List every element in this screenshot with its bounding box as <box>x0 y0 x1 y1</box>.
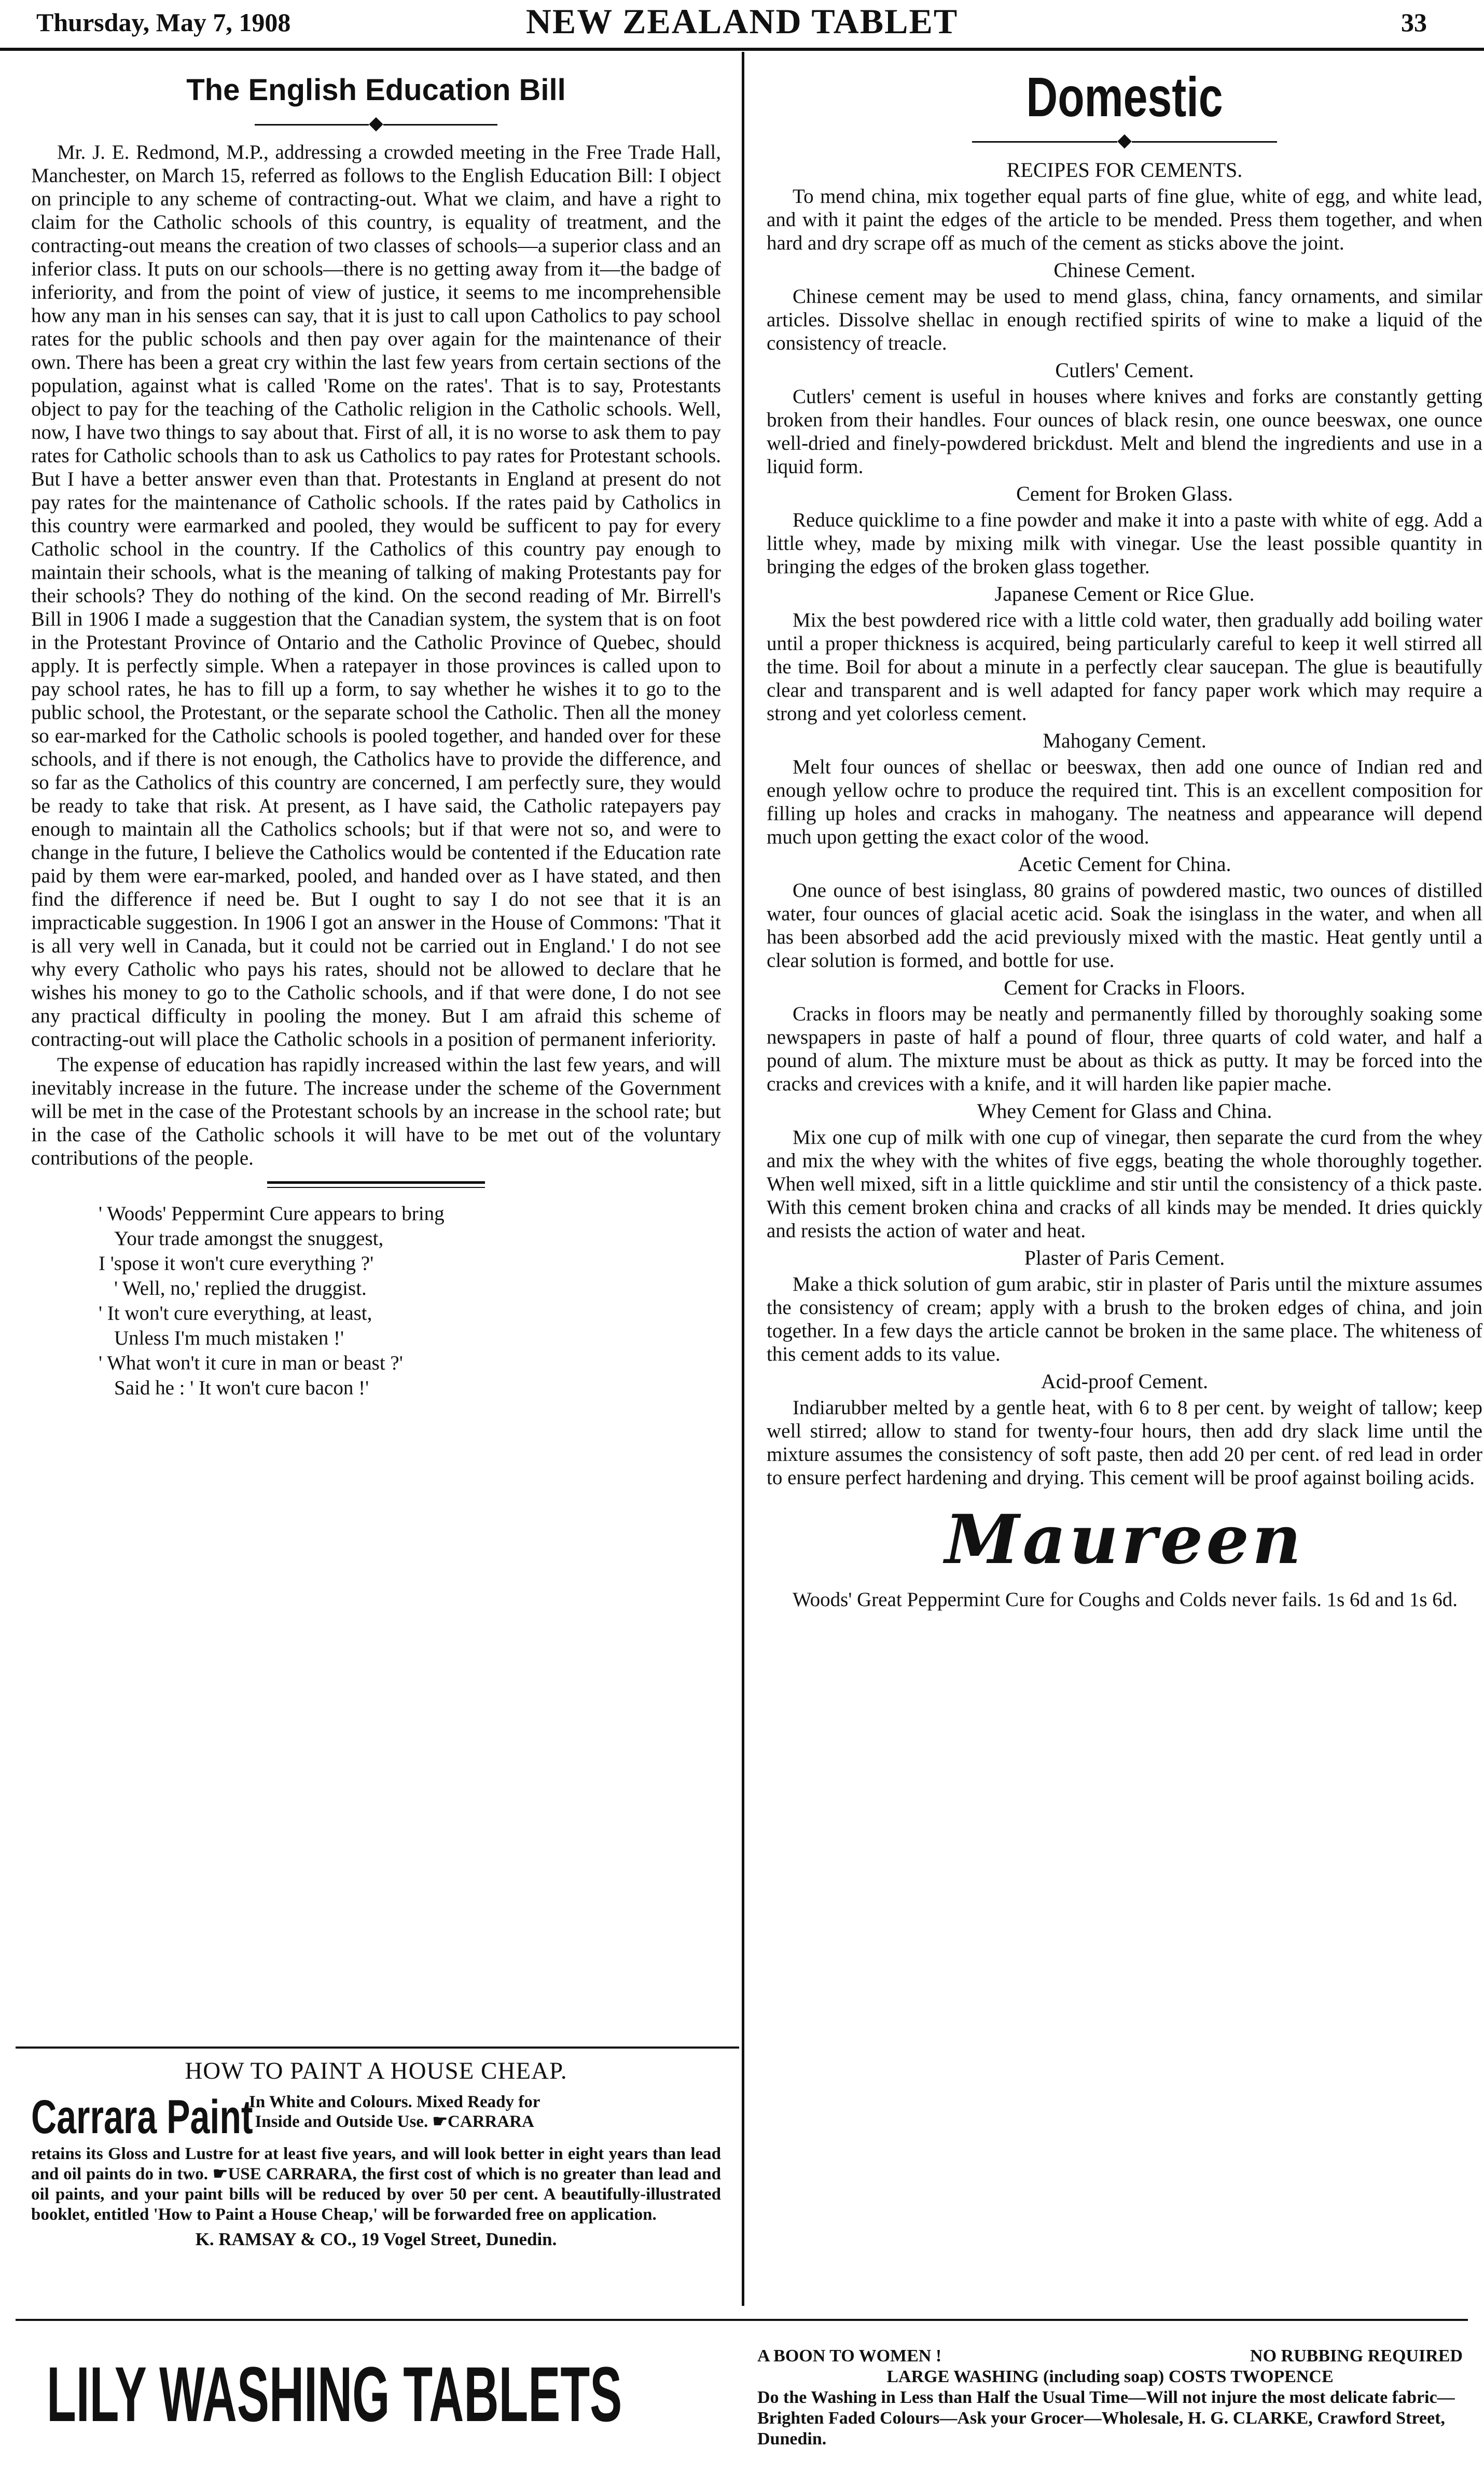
paint-brand: Carrara Paint <box>31 2091 253 2144</box>
poem-line: Your trade amongst the snuggest, <box>114 1227 384 1250</box>
woods-poem <box>99 1201 721 1401</box>
recipe-text: Mix one cup of milk with one cup of vinegar, then separate the curd from the whey and mix the whey with the whites of five eggs, beating the whole thoroughly together. When well mixed, sift in a little quicklime and stir until the consistency of a thick paste. With this cement broken china and cracks of all kinds may be mended. It dries quickly and resists the action of water and heat. <box>767 1126 1482 1242</box>
recipes-heading: RECIPES FOR CEMENTS. <box>1006 158 1243 182</box>
paint-ad-footer: K. RAMSAY & CO., 19 Vogel Street, Dunedin. <box>195 2229 557 2249</box>
recipe-name: Acetic Cement for China. <box>1018 852 1231 876</box>
recipe-name: Mahogany Cement. <box>1043 729 1206 752</box>
recipe-text: Reduce quicklime to a fine powder and make it into a paste with white of egg. Add a little whey, made by mixing milk with vinegar. Use the least possible quantity in bringing the edges of the broken glass together. <box>767 509 1482 578</box>
recipe-text: Mix the best powdered rice with a little cold water, then gradually add boiling water until a proper thickness is acquired, being particularly careful to keep it well stirred all the time. Boil for about a minute in a perfectly clear saucepan. The glue is beautifully clear and transparent and is well adapted for fancy paper work which may require a strong and yet colorless cement. <box>767 609 1482 725</box>
paint-ad-heading: HOW TO PAINT A HOUSE CHEAP. <box>185 2057 567 2084</box>
section-divider <box>267 1181 485 1188</box>
woods-cure-note: Woods' Great Peppermint Cure for Coughs and Colds never fails. 1s 6d and 1s 6d. <box>793 1588 1458 1611</box>
recipes-body <box>767 185 1482 1489</box>
education-article-body <box>31 141 721 1170</box>
boon-label: A BOON TO WOMEN ! <box>757 2346 942 2366</box>
recipe-text: Make a thick solution of gum arabic, stir in plaster of Paris until the mixture assumes the consistency of cream; apply with a brush to the broken edges of china, and join together. In a few days the article cannot be broken in the same place. The whiteness of this cement adds to its value. <box>767 1273 1482 1365</box>
washing-cost-line: LARGE WASHING (including soap) COSTS TWOPENCE <box>886 2367 1334 2386</box>
recipe-name: Acid-proof Cement. <box>1041 1370 1209 1393</box>
right-column <box>767 62 1482 1612</box>
poem-line: I 'spose it won't cure everything ?' <box>99 1252 374 1275</box>
washing-ad-details <box>757 2346 1463 2450</box>
poem-line: Unless I'm much mistaken !' <box>114 1327 344 1349</box>
domestic-title: Domestic <box>1026 65 1223 128</box>
recipe-name: Japanese Cement or Rice Glue. <box>994 582 1255 605</box>
bottom-band-rule <box>16 2319 1468 2321</box>
recipe-name: Plaster of Paris Cement. <box>1024 1246 1225 1269</box>
lily-washing-tablets-ad: LILY WASHING TABLETS <box>47 2350 622 2438</box>
poem-line: ' It won't cure everything, at least, <box>99 1302 372 1324</box>
recipe-intro: To mend china, mix together equal parts of fine glue, white of egg, and white lead, and with it paint the edges of the article to be mended. Press them together, and when hard and dry scrape off as much of the cement as sticks above the joint. <box>767 185 1482 254</box>
recipe-name: Cement for Broken Glass. <box>1016 482 1233 505</box>
bottom-advertisement-band <box>0 2334 1484 2475</box>
left-column <box>31 62 721 1401</box>
recipe-text: Indiarubber melted by a gentle heat, with 6 to 8 per cent. by weight of tallow; keep well stirred; allow to stand for twenty-four hours, then add dry slack lime until the mixture assumes the consistency of soft paste, then add 20 per cent. of red lead in order to ensure perfect hardening and drying. This cement will be proof against boiling acids. <box>767 1396 1482 1489</box>
recipe-text: One ounce of best isinglass, 80 grains of powdered mastic, two ounces of distilled water, four ounces of glacial acetic acid. Soak the isinglass in the water, and when all has been absorbed add the acid previously mixed with the mastic. Heat gently until a clear solution is formed, and bottle for use. <box>767 879 1482 972</box>
poem-line: ' What won't it cure in man or beast ?' <box>99 1352 403 1374</box>
recipe-name: Chinese Cement. <box>1053 258 1196 282</box>
article-paragraph: Mr. J. E. Redmond, M.P., addressing a crowded meeting in the Free Trade Hall, Manchester, on March 15, referred as follows to the English Education Bill: I object on principle to any scheme of contracting-out. What we claim, and have a right to claim for the Catholic schools of this country, is equality of treatment, and the contracting-out means the creation of two classes of schools—a superior class and an inferior class. It puts on our schools—there is no getting away from it—the badge of inferiority, and from the point of view of justice, it seems to me incomprehensible how any man in his senses can say, that it is just to call upon Catholics to pay school rates for the public schools and then pay over again for the maintenance of their own. There has been a great cry within the last few years from certain sections of the population, against what is called 'Rome on the rates'. That is to say, Protestants object to pay for the teaching of the Catholic religion in the Catholic schools. Well, now, I have two things to say about that. First of all, it is no worse to ask them to pay rates for Catholic schools than to ask us Catholics to pay rates for Protestant schools. But I have a better answer even than that. Protestants in England at present do not pay rates for the maintenance of Catholic schools. If the rates paid by Catholics in this country were earmarked and pooled, they would be sufficent to pay for every Catholic school in the country. If the Catholics of this country pay enough to maintain their schools, what is the meaning of talking of making Protestants pay for their schools? They do nothing of the kind. On the second reading of Mr. Birrell's Bill in 1906 I made a suggestion that the Canadian system, the system that is on foot in the Protestant Province of Ontario and the Catholic Province of Quebec, should apply. It is perfectly simple. When a ratepayer in those provinces is called upon to pay school rates, he has to fill up a form, to say whether he wishes it to go to the public school, the Protestant, or the separate school the Catholic. Then all the money so ear-marked for the Catholic schools is pooled together, and handed over for these schools, and if there is not enough, the Catholics have to provide the difference, and so far as the Catholics of this country are concerned, I am perfectly sure, they would be ready to take that risk. At present, as I have said, the Catholic ratepayers pay enough to maintain all the Catholics schools; but if that were not so, and were to change in the future, I believe the Catholics would be contented if the Education rate paid by them were ear-marked, pooled, and handed over as I have stated, and then find the difference if need be. But I ought to say I do not see that it is an impracticable suggestion. In 1906 I got an answer in the House of Commons: 'That it is all very well in Canada, but it could not be carried out in England.' I do not see why every Catholic who pays his rates, should not be allowed to declare that he wishes his money to go to the Catholic schools, and if that were done, I do not see any practical difficulty in pooling the money. But I am afraid this scheme of contracting-out will place the Catholic schools in a position of permanent inferiority. <box>31 141 721 1050</box>
paint-ad-body: retains its Gloss and Lustre for at least five years, and will look better in eight years than lead and oil paints do in two. ☛USE CARRARA, the first cost of which is no greater than lead and oil paints, and your paint bills will be reduced by over 50 per cent. A beautifully-illustrated booklet, entitled 'How to Paint a House Cheap,' will be forwarded free on application. <box>31 2145 721 2224</box>
newspaper-title: NEW ZEALAND TABLET <box>525 2 959 41</box>
column-divider <box>742 52 744 2306</box>
paint-tagline-1: In White and Colours. Mixed Ready for <box>249 2093 540 2111</box>
education-article-title: The English Education Bill <box>186 73 566 107</box>
no-rubbing-label: NO RUBBING REQUIRED <box>1250 2346 1463 2366</box>
poem-line: ' Well, no,' replied the druggist. <box>114 1277 367 1299</box>
poem-line: Said he : ' It won't cure bacon !' <box>114 1377 369 1399</box>
recipe-text: Chinese cement may be used to mend glass, china, fancy ornaments, and similar articles. Dissolve shellac in enough rectified spirits of wine to make a liquid of the consistency of treacle. <box>767 285 1482 354</box>
title-ornament: ◆ <box>31 113 721 133</box>
carrara-paint-advertisement <box>31 2057 721 2250</box>
recipe-text: Cracks in floors may be neatly and permanently filled by thoroughly soaking some newspapers in paste of half a pound of flour, three quarts of cold water, and half a pound of alum. The mixture must be about as thick as putty. It may be forced into the cracks and crevices with a knife, and it will harden like papier mache. <box>767 1003 1482 1095</box>
article-paragraph: The expense of education has rapidly increased within the last few years, and will inevitably increase in the future. The increase under the scheme of the Government will be met in the case of the Protestant schools by an increase in the school rate; but in the case of the Catholic schools it will have to be met out of the voluntary contributions of the people. <box>31 1054 721 1169</box>
paint-ad-top-rule <box>16 2047 739 2049</box>
recipe-text: Cutlers' cement is useful in houses where knives and forks are constantly getting broken from their handles. Four ounces of black resin, one ounce beeswax, one ounce well-dried and finely-powdered brickdust. Melt and blend the ingredients and use in a liquid form. <box>767 385 1482 478</box>
masthead <box>0 0 1484 51</box>
recipe-name: Cement for Cracks in Floors. <box>1004 976 1245 999</box>
page-number: 33 <box>1401 8 1427 37</box>
paint-tagline-2: Inside and Outside Use. ☛CARRARA <box>255 2112 534 2131</box>
paint-ad-brand-row <box>31 2092 721 2142</box>
domestic-ornament: ◆ <box>767 130 1482 150</box>
recipe-name: Cutlers' Cement. <box>1055 358 1194 382</box>
author-signature: Maureen <box>945 1500 1305 1579</box>
washing-ad-header <box>757 2346 1463 2367</box>
issue-date: Thursday, May 7, 1908 <box>36 8 291 37</box>
paint-ad-tagline <box>249 2092 540 2132</box>
recipe-name: Whey Cement for Glass and China. <box>977 1099 1272 1123</box>
poem-line: ' Woods' Peppermint Cure appears to bring <box>99 1202 445 1225</box>
recipe-text: Melt four ounces of shellac or beeswax, then add one ounce of Indian red and enough yellow ochre to produce the required tint. This is an excellent composition for filling up holes and cracks in mahogany. The neatness and appearance will depend much upon getting the exact color of the wood. <box>767 756 1482 848</box>
washing-ad-body: Do the Washing in Less than Half the Usual Time—Will not injure the most delicate fabric—Brighten Faded Colours—Ask your Grocer—Wholesale, H. G. CLARKE, Crawford Street, Dunedin. <box>757 2388 1455 2449</box>
